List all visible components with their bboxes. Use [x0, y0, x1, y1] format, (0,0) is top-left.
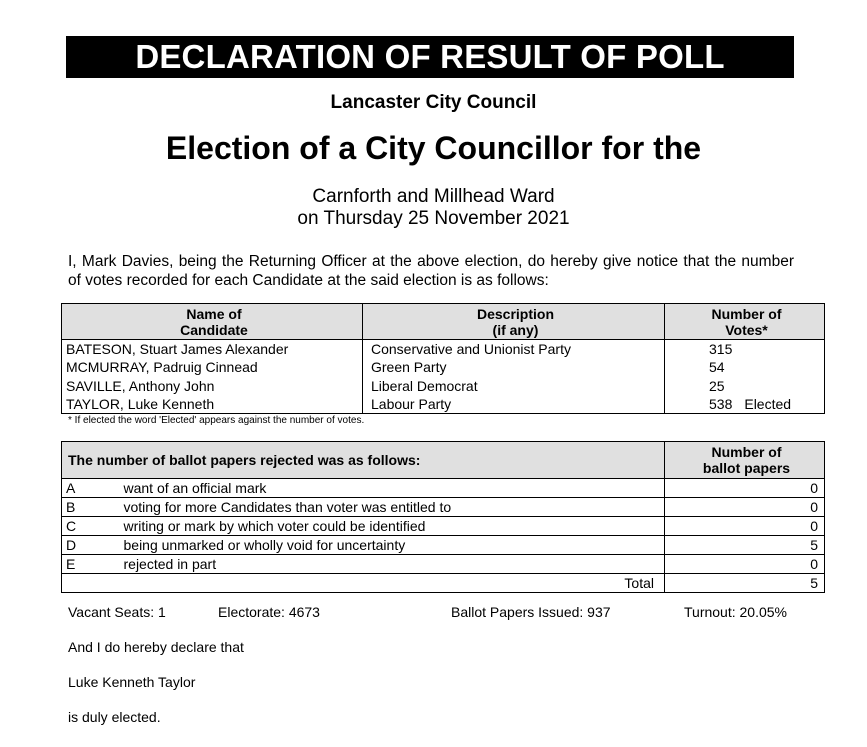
council-name: Lancaster City Council — [330, 92, 537, 113]
description-column-header — [363, 304, 665, 340]
rejection-row — [62, 555, 825, 574]
rejection-count: 0 — [665, 555, 825, 574]
candidate-description: Conservative and Unionist Party — [363, 340, 665, 359]
total-count: 5 — [665, 574, 825, 593]
turnout: Turnout: 20.05% — [684, 604, 787, 620]
description-header-line2: (if any) — [492, 321, 539, 338]
ward-name: Carnforth and Millhead Ward — [312, 186, 555, 207]
rejection-row — [62, 517, 825, 536]
ballot-papers-issued: Ballot Papers Issued: 937 — [451, 604, 611, 620]
votes-header-line1: Number of — [711, 305, 782, 322]
duly-elected-statement: is duly elected. — [68, 709, 161, 725]
elected-candidate-name: Luke Kenneth Taylor — [68, 674, 196, 690]
declaration-banner: DECLARATION OF RESULT OF POLL — [66, 36, 794, 78]
candidate-description: Green Party — [363, 358, 665, 377]
rejection-letter: C — [62, 517, 114, 536]
vacant-seats: Vacant Seats: 1 — [68, 604, 166, 620]
rejection-reason: voting for more Candidates than voter was entitled to — [114, 498, 665, 517]
candidate-votes — [665, 395, 825, 414]
candidates-header-row — [62, 304, 825, 340]
rejected-ballots-table — [61, 441, 825, 593]
elected-label: Elected — [744, 396, 792, 412]
candidate-row — [62, 395, 825, 414]
candidate-name: TAYLOR, Luke Kenneth — [62, 395, 363, 414]
votes-header-line2: Votes* — [725, 321, 768, 338]
rejection-reason: writing or mark by which voter could be identified — [114, 517, 665, 536]
candidate-name: SAVILLE, Anthony John — [62, 377, 363, 396]
rejection-count: 0 — [665, 498, 825, 517]
candidates-table — [61, 303, 825, 414]
name-header-line2: Candidate — [180, 321, 248, 338]
votes-footnote: * If elected the word 'Elected' appears against the number of votes. — [68, 415, 365, 426]
vote-count: 538 — [709, 396, 733, 412]
rejection-reason: being unmarked or wholly void for uncertainty — [114, 536, 665, 555]
rejection-letter: A — [62, 479, 114, 498]
electorate: Electorate: 4673 — [218, 604, 320, 620]
count-header-line2: ballot papers — [702, 460, 791, 476]
rejection-reason: want of an official mark — [114, 479, 665, 498]
vote-count: 315 — [709, 341, 733, 357]
total-row — [62, 574, 825, 593]
name-column-header — [62, 304, 363, 340]
candidate-row — [62, 377, 825, 396]
returning-officer-notice: I, Mark Davies, being the Returning Officer at the above election, do hereby give notice that the number of votes recorded for each Candidate at the said election is as follows: — [68, 253, 794, 289]
rejection-letter: B — [62, 498, 114, 517]
ballot-count-column-header — [665, 442, 825, 479]
rejection-count: 0 — [665, 479, 825, 498]
description-header-line1: Description — [476, 305, 554, 322]
rejection-row — [62, 536, 825, 555]
rejection-count: 5 — [665, 536, 825, 555]
election-date: on Thursday 25 November 2021 — [297, 208, 570, 229]
rejection-letter: D — [62, 536, 114, 555]
candidate-row — [62, 358, 825, 377]
name-header-line1: Name of — [186, 305, 242, 322]
candidate-name: BATESON, Stuart James Alexander — [62, 340, 363, 359]
candidate-description: Labour Party — [363, 395, 665, 414]
candidate-votes — [665, 358, 825, 377]
vote-count: 54 — [709, 359, 725, 376]
declaration-statement: And I do hereby declare that — [68, 639, 244, 655]
vote-count: 25 — [709, 377, 725, 394]
candidate-name: MCMURRAY, Padruig Cinnead — [62, 358, 363, 377]
rejection-row — [62, 479, 825, 498]
rejection-reason: rejected in part — [114, 555, 665, 574]
rejected-heading: The number of ballot papers rejected was as follows: — [62, 442, 665, 479]
count-header-line1: Number of — [711, 444, 782, 460]
rejection-count: 0 — [665, 517, 825, 536]
candidate-row — [62, 340, 825, 359]
votes-column-header — [665, 304, 825, 340]
election-title: Election of a City Councillor for the — [165, 130, 702, 166]
candidate-votes — [665, 340, 825, 359]
rejection-row — [62, 498, 825, 517]
candidate-description: Liberal Democrat — [363, 377, 665, 396]
total-label: Total — [62, 574, 665, 593]
rejection-letter: E — [62, 555, 114, 574]
candidate-votes — [665, 377, 825, 396]
rejected-header-row — [62, 442, 825, 479]
